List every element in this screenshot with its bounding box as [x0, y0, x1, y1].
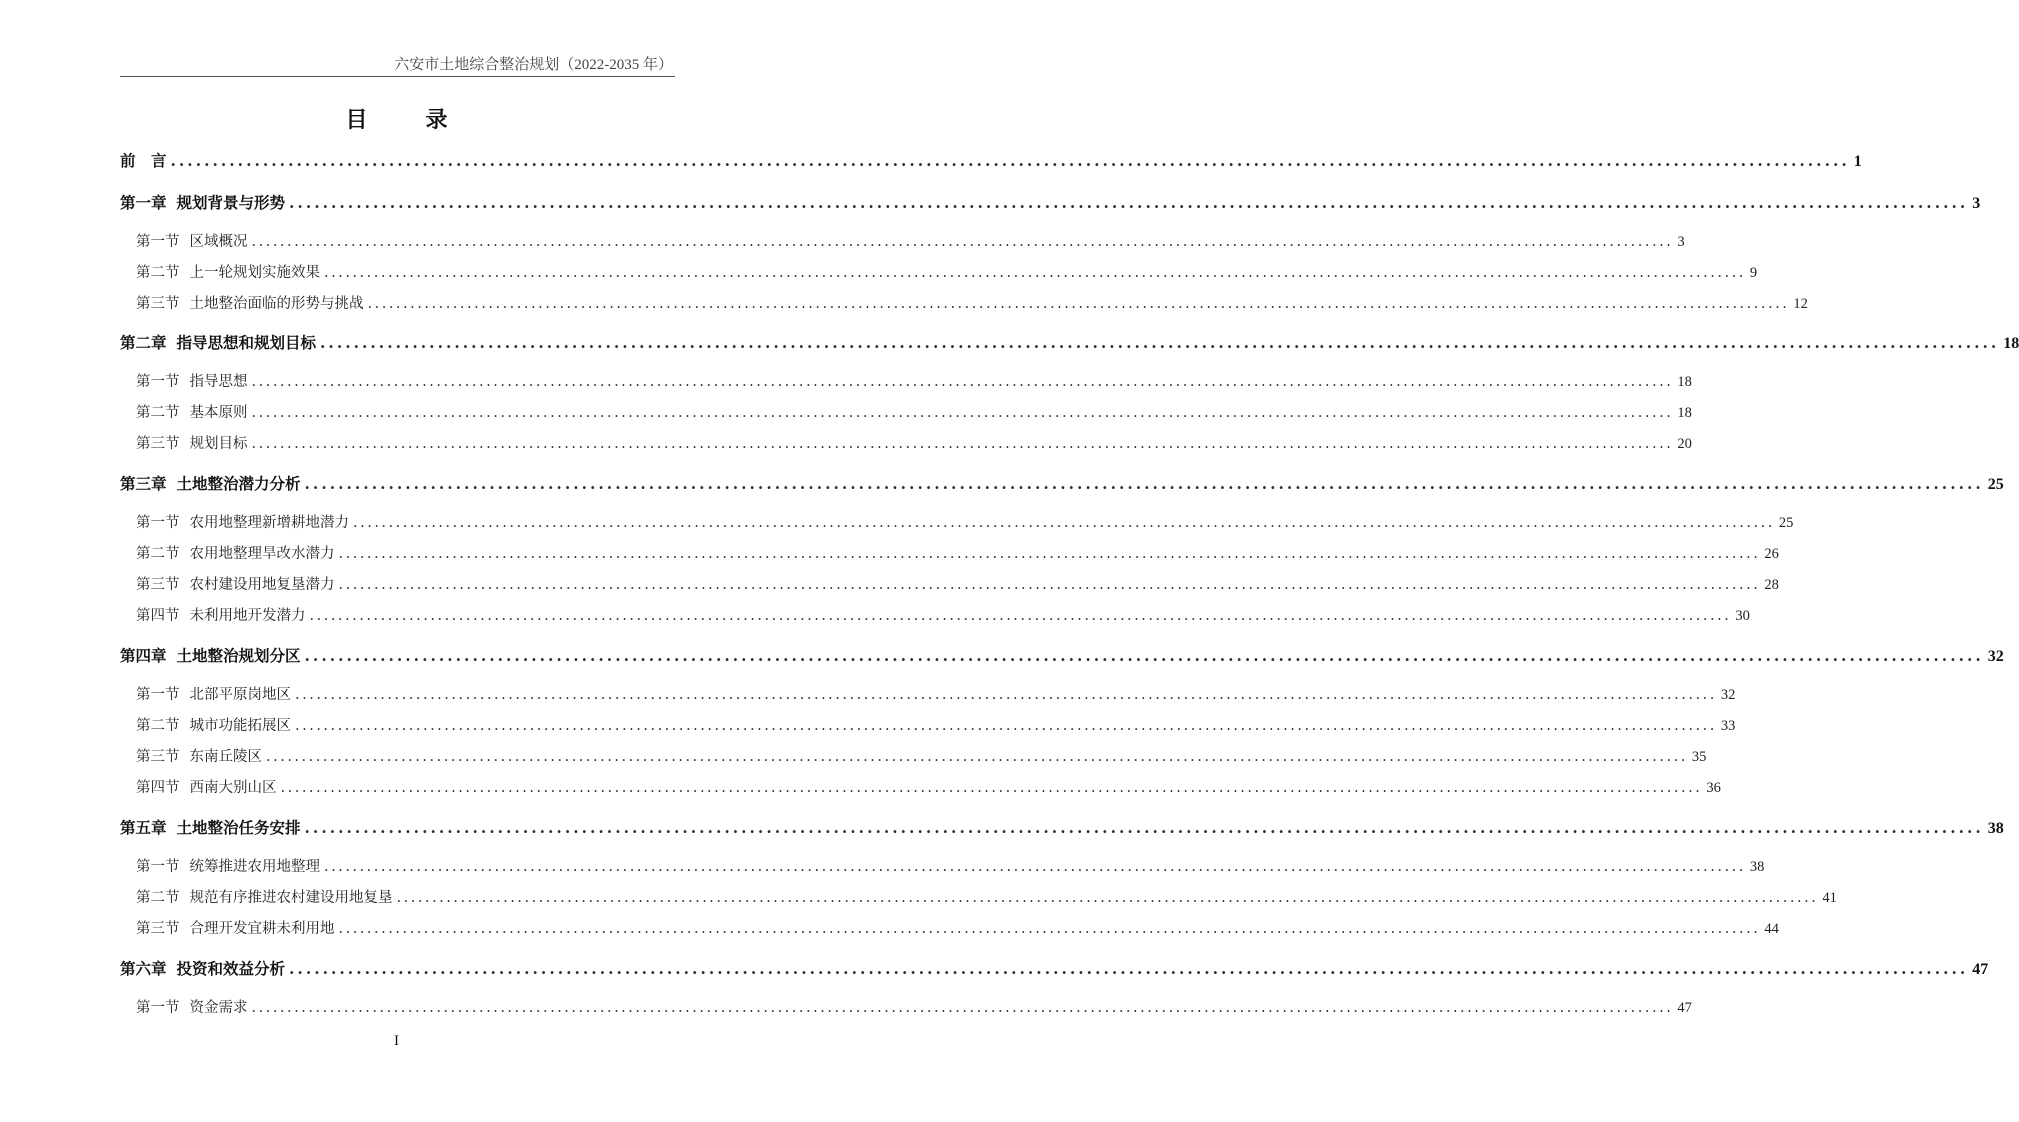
toc-entry-section[interactable]: [136, 402, 1692, 424]
toc-entry-section[interactable]: [136, 746, 1707, 768]
dot-leader: ........................................................................................................................................................................................................: [309, 608, 1732, 624]
toc-entry-page: 33: [1720, 718, 1736, 734]
toc-entry-number: 第四节: [136, 780, 180, 796]
toc-entry-number: 第一节: [136, 515, 180, 531]
toc-entry-number: 第二节: [136, 546, 180, 562]
toc-entry-label: [120, 473, 301, 495]
toc-entry-label: [136, 262, 320, 284]
dot-leader: ........................................................................................................................................................................................................: [251, 374, 1674, 390]
toc-entry-text: 区域概况: [189, 234, 248, 250]
toc-entry-chapter[interactable]: [120, 150, 1862, 172]
toc-entry-number: 第四章: [120, 646, 167, 665]
toc-entry-section[interactable]: [136, 371, 1692, 393]
toc-entry-chapter[interactable]: [120, 817, 2004, 839]
toc-entry-text: 基本原则: [189, 405, 248, 421]
toc-entry-number: 第二节: [136, 405, 180, 421]
dot-leader: ........................................................................................................................................................................................................: [338, 577, 1761, 593]
toc-entry-label: [136, 684, 291, 706]
toc-entry-section[interactable]: [136, 574, 1779, 596]
toc-entry-label: [136, 856, 320, 878]
toc-entry-label: [136, 605, 306, 627]
toc-entry-number: 第三章: [120, 474, 167, 493]
toc-entry-number: 第四节: [136, 608, 180, 624]
toc-entry-page: 18: [1677, 374, 1692, 390]
dot-leader: ........................................................................................................................................................................................................: [251, 405, 1674, 421]
dot-leader: ........................................................................................................................................................................................................: [367, 296, 1790, 312]
toc-entry-label: [136, 746, 262, 768]
toc-entry-page: 26: [1764, 546, 1779, 562]
dot-leader: ........................................................................................................................................................................................................: [324, 859, 1746, 875]
toc-entry-text: 规范有序推进农村建设用地复垦: [189, 890, 393, 906]
toc-entry-number: 第二章: [120, 333, 167, 352]
toc-entry-number: 第一节: [136, 374, 180, 390]
toc-entry-text: 规划目标: [189, 436, 248, 452]
toc-entry-label: [136, 574, 335, 596]
toc-entry-text: 指导思想: [189, 374, 248, 390]
dot-leader: ........................................................................................................................................................................................................: [338, 921, 1761, 937]
toc-entry-chapter[interactable]: [120, 473, 2004, 495]
toc-entry-chapter[interactable]: [120, 332, 2019, 354]
toc-entry-text: 上一轮规划实施效果: [189, 265, 320, 281]
toc-entry-text: 土地整治规划分区: [176, 646, 301, 665]
toc-entry-number: 第三节: [136, 921, 180, 937]
toc-entry-page: 25: [1778, 515, 1794, 531]
toc-entry-label: [136, 402, 248, 424]
toc-entry-section[interactable]: [136, 715, 1736, 737]
toc-entry-number: 第三节: [136, 436, 180, 452]
toc-title: 目 录: [345, 107, 466, 133]
toc-entry-page: 3: [1677, 234, 1685, 250]
toc-entry-text: 城市功能拓展区: [189, 718, 291, 734]
toc-entry-label: [136, 231, 248, 253]
toc-entry-text: 指导思想和规划目标: [176, 333, 317, 352]
toc-entry-section[interactable]: [136, 684, 1736, 706]
dot-leader: ........................................................................................................................................................................................................: [251, 436, 1674, 452]
page-number: I: [394, 1033, 399, 1049]
dot-leader: ........................................................................................................................................................................................................: [280, 780, 1703, 796]
dot-leader: ........................................................................................................................................................................................................: [170, 151, 1850, 170]
toc-entry-label: [136, 543, 335, 565]
toc-entry-number: 第五章: [120, 818, 167, 837]
toc-entry-number: 第一节: [136, 1000, 180, 1016]
toc-entry-page: 25: [1987, 476, 2004, 493]
toc-entry-chapter[interactable]: [120, 192, 1981, 214]
toc-entry-text: 资金需求: [189, 1000, 248, 1016]
toc-entry-page: 44: [1764, 921, 1779, 937]
toc-entry-label: [120, 150, 167, 172]
dot-leader: ........................................................................................................................................................................................................: [295, 687, 1717, 703]
toc-entry-text: 未利用地开发潜力: [189, 608, 306, 624]
dot-leader: ........................................................................................................................................................................................................: [304, 474, 1984, 493]
toc-entry-number: 第一节: [136, 687, 180, 703]
toc-entry-label: [136, 997, 248, 1019]
dot-leader: ........................................................................................................................................................................................................: [324, 265, 1746, 281]
toc-entry-page: 47: [1972, 961, 1989, 978]
toc-entry-page: 47: [1677, 1000, 1692, 1016]
toc-entry-chapter[interactable]: [120, 958, 1989, 980]
dot-leader: ........................................................................................................................................................................................................: [289, 959, 1969, 978]
toc-entry-number: 第三节: [136, 577, 180, 593]
toc-entry-number: 第六章: [120, 959, 167, 978]
toc-entry-number: 第二节: [136, 890, 180, 906]
toc-entry-number: 第三节: [136, 296, 180, 312]
toc-entry-label: [136, 371, 248, 393]
toc-entry-section[interactable]: [136, 231, 1685, 253]
toc-entry-text: 土地整治面临的形势与挑战: [189, 296, 364, 312]
toc-entry-page: 18: [1677, 405, 1692, 421]
toc-entry-page: 3: [1972, 195, 1981, 212]
toc-entry-section[interactable]: [136, 433, 1692, 455]
toc-entry-page: 32: [1720, 687, 1736, 703]
toc-entry-label: [120, 332, 316, 354]
toc-entry-page: 1: [1853, 153, 1862, 170]
toc-entry-section[interactable]: [136, 605, 1750, 627]
toc-entry-section[interactable]: [136, 262, 1758, 284]
running-header: 六安市土地综合整治规划（2022-2035 年）: [394, 57, 673, 73]
toc-entry-text: 农用地整理旱改水潜力: [189, 546, 335, 562]
toc-entry-section[interactable]: [136, 856, 1765, 878]
toc-entry-text: 土地整治任务安排: [176, 818, 301, 837]
toc-entry-text: 北部平原岗地区: [189, 687, 291, 703]
toc-entry-label: [120, 192, 285, 214]
dot-leader: ........................................................................................................................................................................................................: [289, 193, 1969, 212]
toc-entry-label: [120, 817, 301, 839]
toc-entry-label: [136, 918, 335, 940]
dot-leader: ........................................................................................................................................................................................................: [396, 890, 1819, 906]
toc-entry-page: 38: [1987, 820, 2004, 837]
toc-entry-number: 第二节: [136, 718, 180, 734]
toc-entry-number: 第一节: [136, 234, 180, 250]
toc-entry-section[interactable]: [136, 293, 1808, 315]
dot-leader: ........................................................................................................................................................................................................: [338, 546, 1761, 562]
toc-entry-section[interactable]: [136, 512, 1794, 534]
toc-entry-page: 30: [1735, 608, 1750, 624]
toc-entry-text: 农用地整理新增耕地潜力: [189, 515, 349, 531]
dot-leader: ........................................................................................................................................................................................................: [320, 333, 2000, 352]
toc-entry-text: 合理开发宜耕未利用地: [189, 921, 335, 937]
toc-entry-text: 土地整治潜力分析: [176, 474, 301, 493]
toc-entry-text: 东南丘陵区: [189, 749, 262, 765]
toc-entry-page: 38: [1749, 859, 1765, 875]
toc-entry-text: 统筹推进农用地整理: [189, 859, 320, 875]
toc-entry-number: 第三节: [136, 749, 180, 765]
toc-entry-section[interactable]: [136, 777, 1721, 799]
toc-entry-section[interactable]: [136, 997, 1692, 1019]
toc-entry-section[interactable]: [136, 918, 1779, 940]
dot-leader: ........................................................................................................................................................................................................: [295, 718, 1717, 734]
toc-entry-label: [136, 433, 248, 455]
toc-entry-text: 农村建设用地复垦潜力: [189, 577, 335, 593]
toc-entry-number: 第二节: [136, 265, 180, 281]
toc-entry-page: 41: [1822, 890, 1837, 906]
header-rule: [120, 76, 675, 77]
toc-entry-page: 35: [1691, 749, 1707, 765]
dot-leader: ........................................................................................................................................................................................................: [353, 515, 1775, 531]
dot-leader: ........................................................................................................................................................................................................: [251, 234, 1674, 250]
toc-entry-number: 第一节: [136, 859, 180, 875]
toc-entry-text: 西南大别山区: [189, 780, 277, 796]
toc-entry-section[interactable]: [136, 543, 1779, 565]
toc-entry-page: 20: [1677, 436, 1692, 452]
toc-entry-label: [136, 715, 291, 737]
toc-entry-text: 规划背景与形势: [176, 193, 286, 212]
toc-entry-number: 第一章: [120, 193, 167, 212]
toc-entry-page: 36: [1706, 780, 1721, 796]
toc-entry-label: [120, 645, 301, 667]
toc-entry-label: [136, 777, 277, 799]
dot-leader: ........................................................................................................................................................................................................: [304, 646, 1984, 665]
toc-entry-label: [136, 887, 393, 909]
toc-entry-chapter[interactable]: [120, 645, 2004, 667]
dot-leader: ........................................................................................................................................................................................................: [251, 1000, 1674, 1016]
dot-leader: ........................................................................................................................................................................................................: [304, 818, 1984, 837]
toc-entry-label: [136, 293, 364, 315]
toc-entry-page: 18: [2003, 335, 2019, 352]
toc-entry-page: 12: [1793, 296, 1808, 312]
toc-entry-text: 前 言: [120, 151, 167, 170]
toc-entry-section[interactable]: [136, 887, 1837, 909]
toc-entry-page: 32: [1987, 648, 2004, 665]
toc-entry-text: 投资和效益分析: [176, 959, 286, 978]
toc-entry-label: [120, 958, 285, 980]
toc-entry-page: 9: [1749, 265, 1758, 281]
dot-leader: ........................................................................................................................................................................................................: [266, 749, 1688, 765]
toc-entry-page: 28: [1764, 577, 1779, 593]
toc-entry-label: [136, 512, 349, 534]
